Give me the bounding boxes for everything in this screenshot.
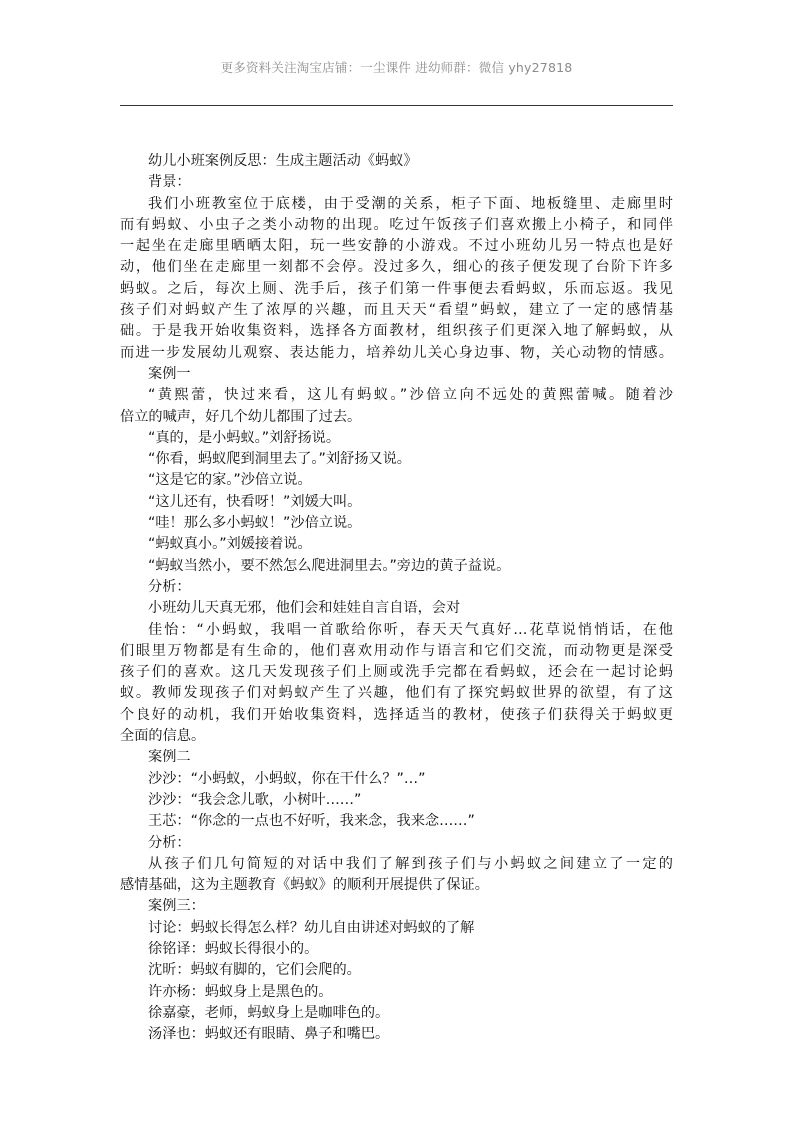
paragraph-line: 从孩子们几句简短的对话中我们了解到孩子们与小蚂蚁之间建立了一定的 <box>148 855 673 872</box>
dialogue-line: 讨论：蚂蚁长得怎么样？幼儿自由讲述对蚂蚁的了解 <box>148 919 475 936</box>
paragraph-line: 而有蚂蚁、小虫子之类小动物的出现。吃过午饭孩子们喜欢搬上小椅子，和同伴 <box>120 216 673 233</box>
document-title: 幼儿小班案例反思：生成主题活动《蚂蚁》 <box>148 153 418 169</box>
paragraph-line: 全面的信息。 <box>120 728 206 745</box>
dialogue-line: 汤泽也：蚂蚁还有眼睛、鼻子和嘴巴。 <box>148 1026 390 1043</box>
page-header: 更多资料关注淘宝店铺：一尘课件 进幼师群：微信 yhy27818 <box>220 60 573 75</box>
dialogue-line: 倍立的喊声，好几个幼儿都围了过去。 <box>120 408 362 425</box>
case-heading: 案例三： <box>148 898 205 915</box>
paragraph-line: 孩子们对蚂蚁产生了浓厚的兴趣，而且天天“看望”蚂蚁，建立了一定的感情基 <box>120 302 673 319</box>
dialogue-line: “这是它的家。”沙倍立说。 <box>148 472 312 489</box>
document-body <box>120 151 673 1045</box>
dialogue-line: “真的，是小蚂蚁。”刘舒扬说。 <box>148 429 341 446</box>
dialogue-line: 许亦杨：蚂蚁身上是黑色的。 <box>148 983 333 1000</box>
case-heading: 案例一 <box>148 365 191 382</box>
analysis-heading: 分析： <box>148 834 191 851</box>
paragraph-line: 动，他们坐在走廊里一刻都不会停。没过多久，细心的孩子便发现了台阶下许多 <box>120 259 673 276</box>
dialogue-line: 沙沙：“我会念儿歌，小树叶……” <box>148 791 362 808</box>
paragraph-line: 蚁。教师发现孩子们对蚂蚁产生了兴趣，他们有了探究蚂蚁世界的欲望，有了这 <box>120 685 673 702</box>
dialogue-line: 沈昕：蚂蚁有脚的，它们会爬的。 <box>148 962 361 979</box>
header-divider <box>120 105 673 106</box>
paragraph-line: 小班幼儿天真无邪，他们会和娃娃自言自语，会对 <box>148 600 461 617</box>
paragraph-line: 础。于是我开始收集资料，选择各方面教材，组织孩子们更深入地了解蚂蚁，从 <box>120 323 673 340</box>
dialogue-line: “你看，蚂蚁爬到洞里去了。”刘舒扬又说。 <box>148 451 411 468</box>
dialogue-line: 王芯：“你念的一点也不好听，我来念，我来念……” <box>148 813 475 830</box>
dialogue-line: “黄熙蕾，快过来看，这儿有蚂蚁。”沙倍立向不远处的黄熙蕾喊。随着沙 <box>148 387 673 404</box>
dialogue-line: “哇！那么多小蚂蚁！”沙倍立说。 <box>148 515 362 532</box>
dialogue-line: 徐铭译：蚂蚁长得很小的。 <box>148 940 319 957</box>
paragraph-line: 佳怡：“小蚂蚁，我唱一首歌给你听，春天天气真好…花草说悄悄话，在他 <box>148 621 673 638</box>
background-heading: 背景： <box>148 174 191 191</box>
paragraph-line: 们眼里万物都是有生命的，他们喜欢用动作与语言和它们交流，而动物更是深受 <box>120 642 673 659</box>
paragraph-line: 蚂蚁。之后，每次上厕、洗手后，孩子们第一件事便去看蚂蚁，乐而忘返。我见 <box>120 280 673 297</box>
paragraph-line: 个良好的动机，我们开始收集资料，选择适当的教材，使孩子们获得关于蚂蚁更 <box>120 706 673 723</box>
dialogue-line: “蚂蚁当然小，要不然怎么爬进洞里去。”旁边的黄子益说。 <box>148 557 511 574</box>
dialogue-line: 徐嘉豪，老师，蚂蚁身上是咖啡色的。 <box>148 1004 390 1021</box>
paragraph-line: 我们小班教室位于底楼，由于受潮的关系，柜子下面、地板缝里、走廊里时 <box>148 195 673 212</box>
paragraph-line: 而进一步发展幼儿观察、表达能力，培养幼儿关心身边事、物，关心动物的情感。 <box>120 344 673 361</box>
paragraph-line: 孩子们的喜欢。这几天发现孩子们上厕或洗手完都在看蚂蚁，还会在一起讨论蚂 <box>120 664 673 681</box>
dialogue-line: “蚂蚁真小。”刘媛接着说。 <box>148 536 312 553</box>
dialogue-line: “这儿还有，快看呀！”刘媛大叫。 <box>148 493 362 510</box>
paragraph-line: 一起坐在走廊里晒晒太阳，玩一些安静的小游戏。不过小班幼儿另一特点也是好 <box>120 238 673 255</box>
analysis-heading: 分析： <box>148 578 191 595</box>
case-heading: 案例二 <box>148 749 191 766</box>
paragraph-line: 感情基础，这为主题教育《蚂蚁》的顺利开展提供了保证。 <box>120 877 489 894</box>
dialogue-line: 沙沙：“小蚂蚁，小蚂蚁，你在干什么？”…” <box>148 770 426 787</box>
